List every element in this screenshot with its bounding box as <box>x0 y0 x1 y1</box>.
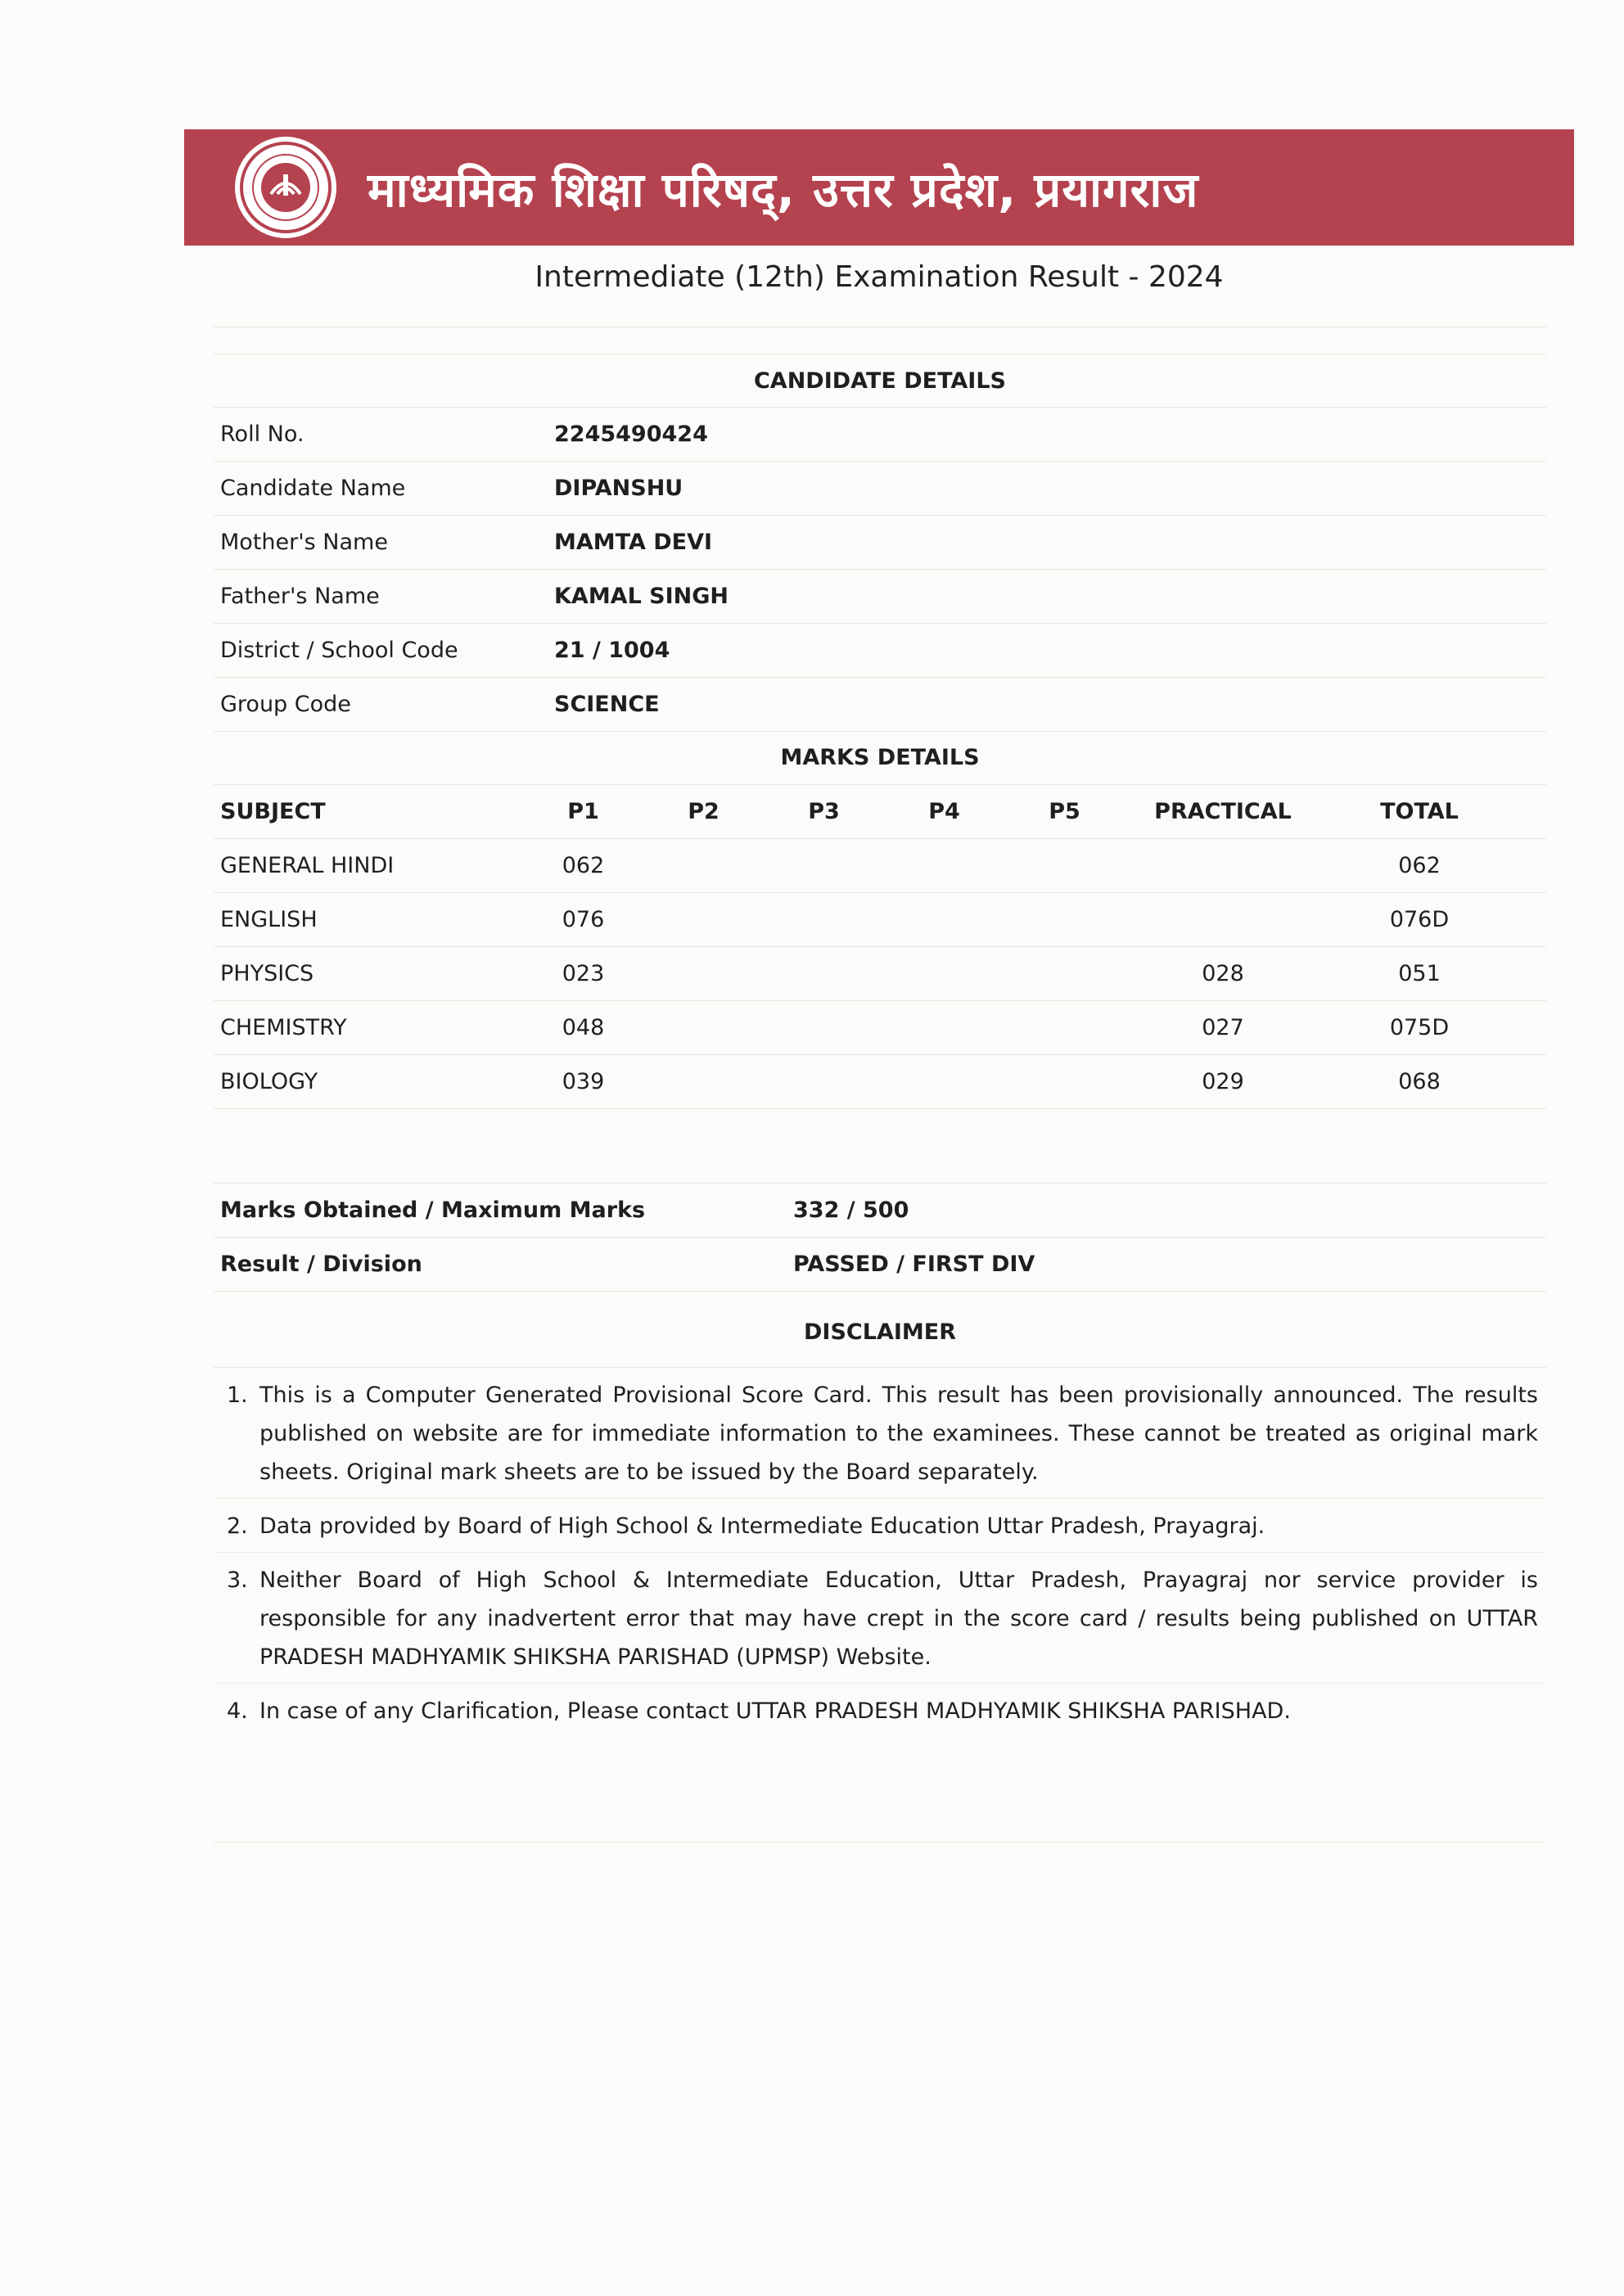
result-division-label: Result / Division <box>220 1252 422 1277</box>
field-label: Group Code <box>220 692 351 717</box>
disclaimer-text: In case of any Clarification, Please contact UTTAR PRADESH MADHYAMIK SHIKSHA PARISHAD. <box>259 1698 1291 1724</box>
column-header: TOTAL <box>1380 799 1459 824</box>
mark-cell: 027 <box>1202 1015 1244 1040</box>
column-header: P2 <box>688 799 720 824</box>
field-value: MAMTA DEVI <box>554 530 713 555</box>
marks-header-row <box>214 785 1546 839</box>
page-title: Intermediate (12th) Examination Result - 2024 <box>535 260 1224 294</box>
column-header: P3 <box>808 799 840 824</box>
mark-cell: 039 <box>562 1069 605 1094</box>
disclaimer-item <box>214 1368 1546 1499</box>
column-header: P4 <box>928 799 960 824</box>
candidate-row-group <box>214 678 1546 732</box>
field-label: Father's Name <box>220 584 380 609</box>
field-label: District / School Code <box>220 638 458 663</box>
column-header: P1 <box>567 799 599 824</box>
column-header: SUBJECT <box>220 799 326 824</box>
mark-cell: 048 <box>562 1015 605 1040</box>
disclaimer-item <box>214 1499 1546 1553</box>
mark-cell: 028 <box>1202 961 1244 986</box>
subject-cell: CHEMISTRY <box>220 1015 347 1040</box>
disclaimer-list <box>214 1368 1546 1737</box>
candidate-row-roll <box>214 408 1546 462</box>
field-value: DIPANSHU <box>554 476 683 501</box>
mark-cell: 062 <box>1398 853 1441 878</box>
disclaimer-number: 2. <box>227 1513 248 1539</box>
mark-cell: 075D <box>1389 1015 1450 1040</box>
candidate-details-heading: CANDIDATE DETAILS <box>214 354 1546 408</box>
subject-cell: GENERAL HINDI <box>220 853 395 878</box>
result-division-value: PASSED / FIRST DIV <box>793 1252 1035 1277</box>
mark-cell: 076 <box>562 907 605 932</box>
result-division-row <box>214 1238 1546 1292</box>
table-row <box>214 947 1546 1001</box>
field-label: Candidate Name <box>220 476 406 501</box>
column-header: P5 <box>1049 799 1080 824</box>
field-value: SCIENCE <box>554 692 660 717</box>
table-row <box>214 839 1546 893</box>
field-value: KAMAL SINGH <box>554 584 729 609</box>
disclaimer-text: This is a Computer Generated Provisional Score Card. This result has been provisionally announced. The results published on website are for immediate information to the examinees. These cannot be treated as original mark sheets. Original mark sheets are to be issued by the Board separately. <box>259 1383 1538 1485</box>
mark-cell: 051 <box>1398 961 1441 986</box>
disclaimer-number: 1. <box>227 1383 248 1408</box>
disclaimer-text: Neither Board of High School & Intermediate Education, Uttar Pradesh, Prayagraj nor service provider is responsible for any inadvertent error that may have crept in the score card / results being published on UTTAR PRADESH MADHYAMIK SHIKSHA PARISHAD (UPMSP) Website. <box>259 1568 1538 1670</box>
mark-cell: 023 <box>562 961 605 986</box>
marks-obtained-label: Marks Obtained / Maximum Marks <box>220 1198 646 1223</box>
subject-cell: PHYSICS <box>220 961 314 986</box>
table-row <box>214 893 1546 947</box>
field-label: Mother's Name <box>220 530 388 555</box>
disclaimer-heading: DISCLAIMER <box>214 1292 1546 1368</box>
subject-cell: BIOLOGY <box>220 1069 318 1094</box>
field-value: 2245490424 <box>554 422 708 447</box>
candidate-row-name <box>214 462 1546 516</box>
disclaimer-number: 4. <box>227 1698 248 1724</box>
marks-obtained-value: 332 / 500 <box>793 1198 909 1223</box>
header-banner <box>184 129 1574 246</box>
candidate-row-mother <box>214 516 1546 570</box>
candidate-details-list <box>214 408 1546 732</box>
marks-table <box>214 785 1546 1109</box>
mark-cell: 062 <box>562 853 605 878</box>
marks-details-heading: MARKS DETAILS <box>214 732 1546 785</box>
table-row <box>214 1001 1546 1055</box>
subject-cell: ENGLISH <box>220 907 318 932</box>
mark-cell: 068 <box>1398 1069 1441 1094</box>
disclaimer-item <box>214 1684 1546 1737</box>
result-sheet <box>184 129 1574 1843</box>
board-name: माध्यमिक शिक्षा परिषद्, उत्तर प्रदेश, प्रयागराज <box>368 161 1199 218</box>
marks-obtained-row <box>214 1184 1546 1238</box>
disclaimer-text: Data provided by Board of High School & Intermediate Education Uttar Pradesh, Prayagraj. <box>259 1513 1265 1539</box>
column-header: PRACTICAL <box>1154 799 1292 824</box>
candidate-row-father <box>214 570 1546 624</box>
board-emblem-icon <box>235 137 336 238</box>
field-label: Roll No. <box>220 422 304 447</box>
field-value: 21 / 1004 <box>554 638 670 663</box>
candidate-row-district <box>214 624 1546 678</box>
mark-cell: 076D <box>1389 907 1450 932</box>
disclaimer-number: 3. <box>227 1568 248 1593</box>
disclaimer-item <box>214 1553 1546 1684</box>
table-row <box>214 1055 1546 1109</box>
mark-cell: 029 <box>1202 1069 1244 1094</box>
